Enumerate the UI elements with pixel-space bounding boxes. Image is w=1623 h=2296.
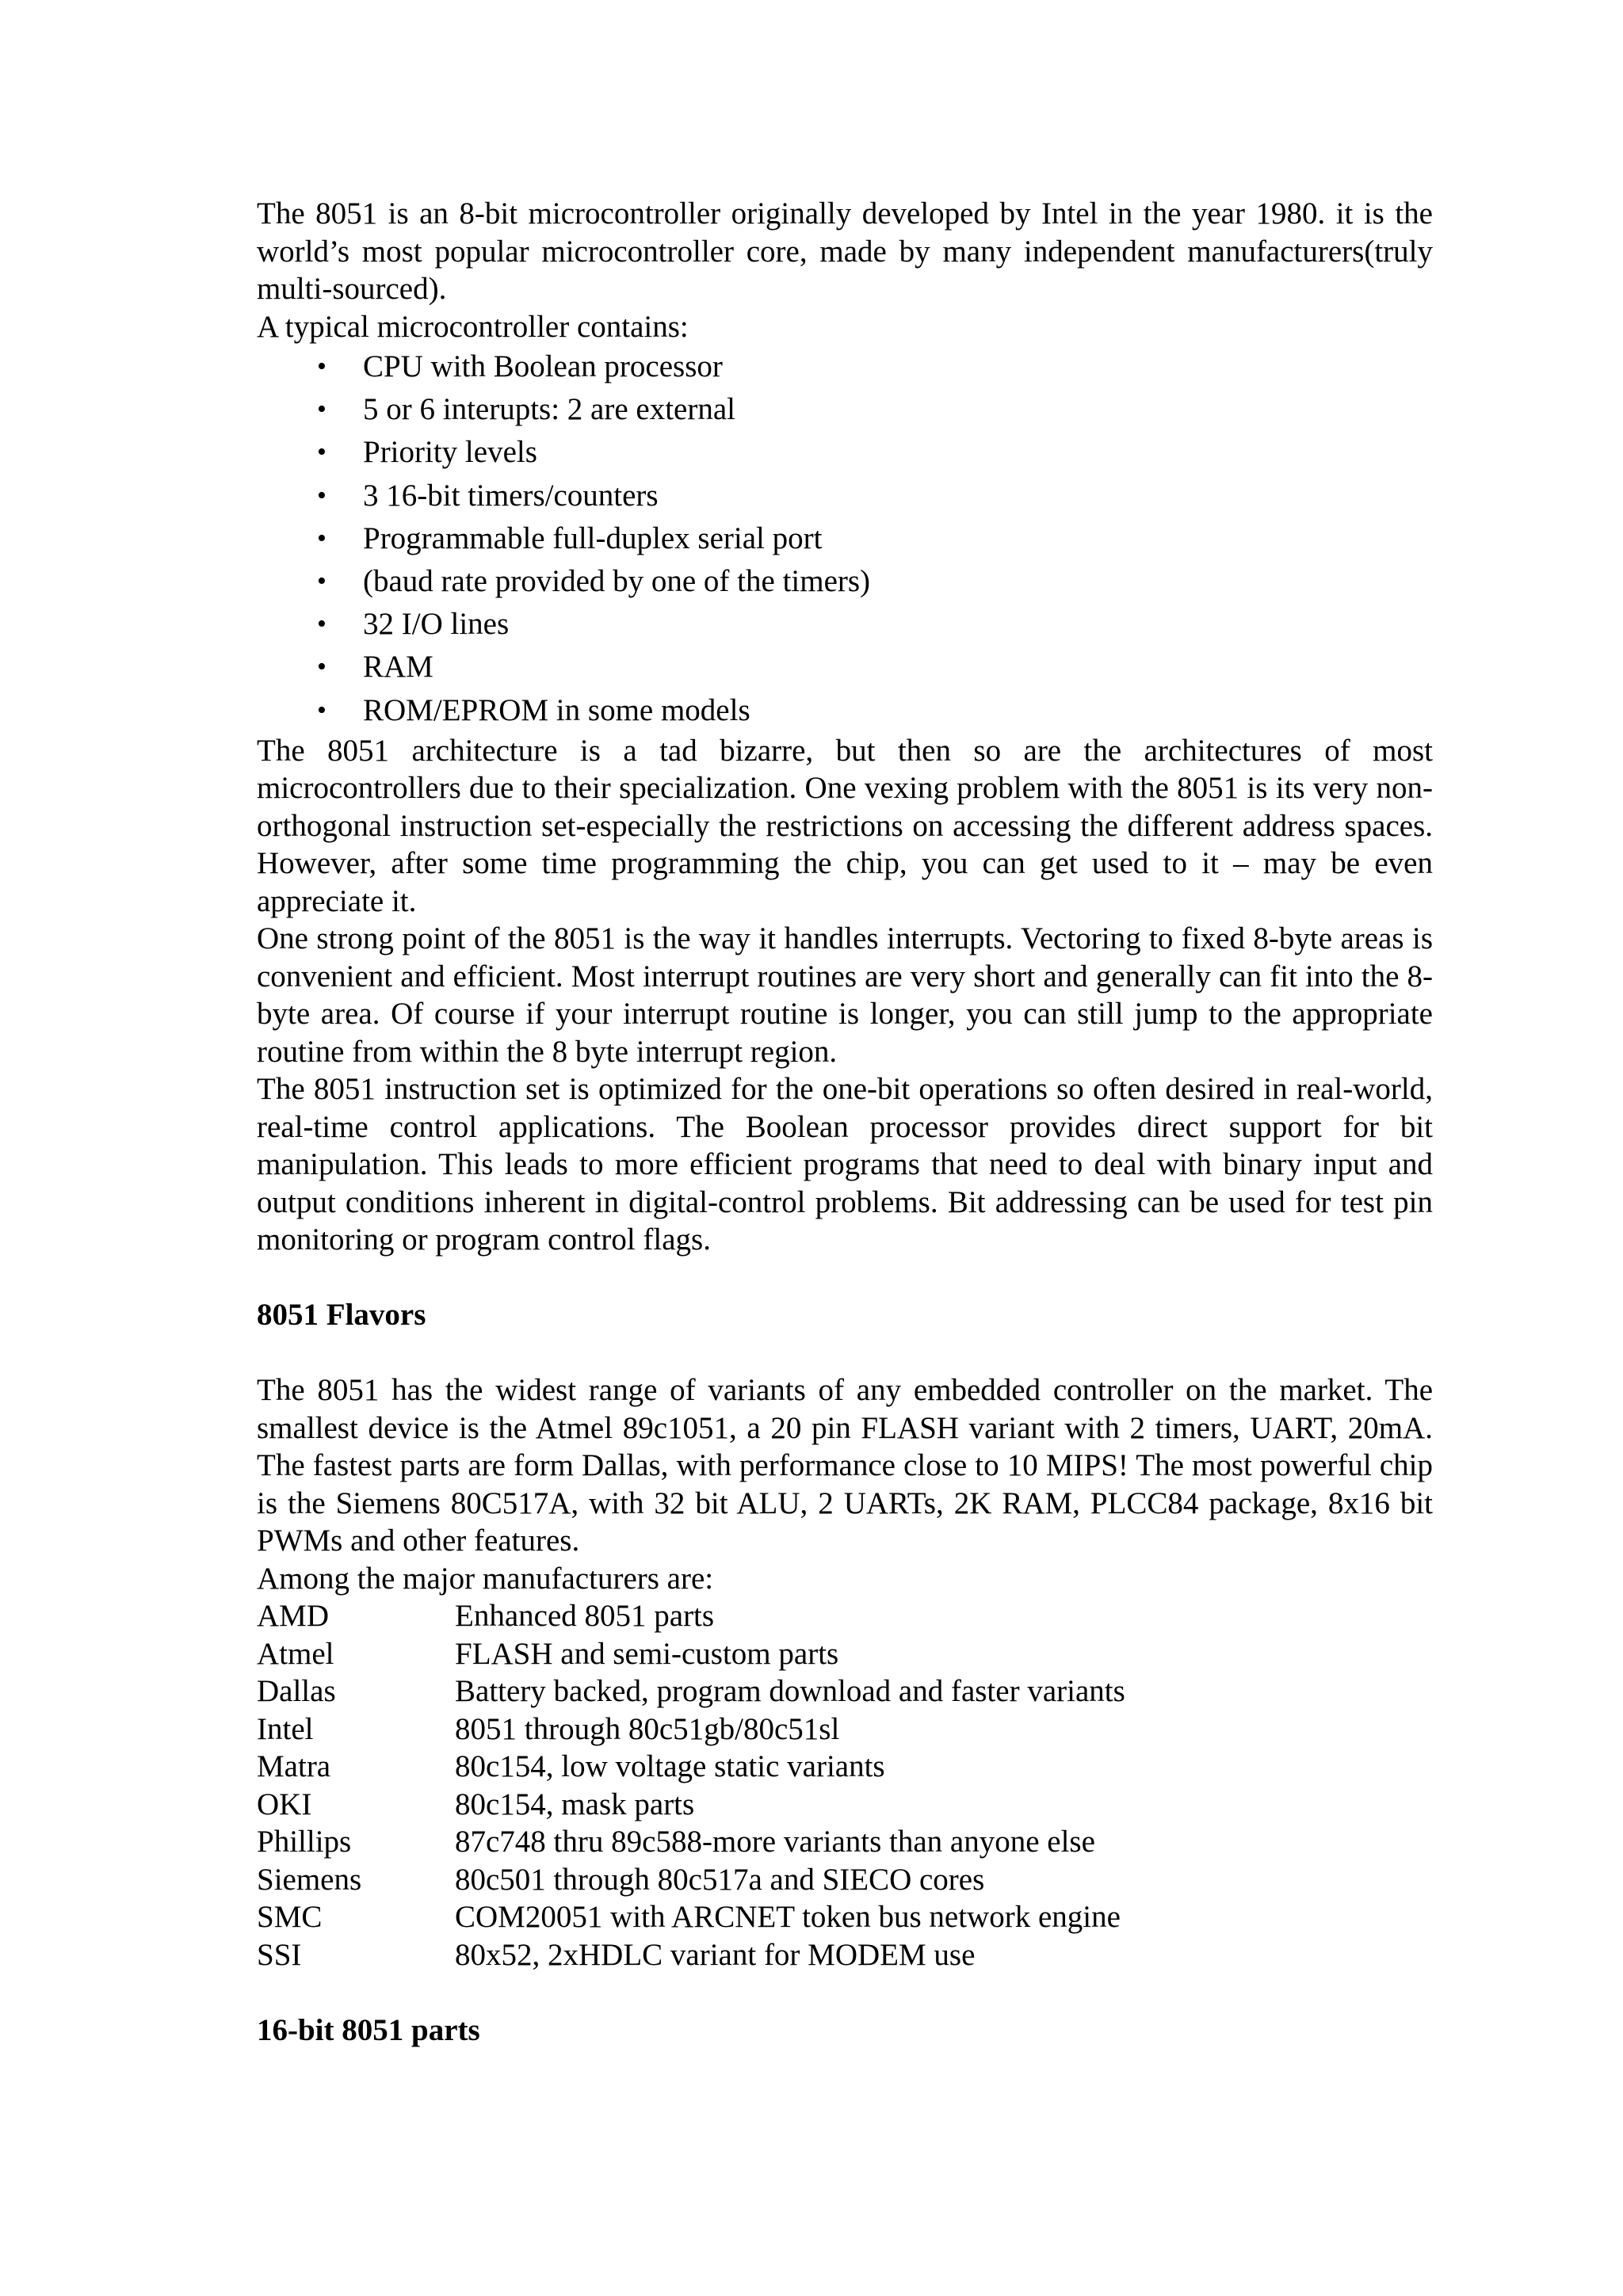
interrupts-paragraph: One strong point of the 8051 is the way it handles interrupts. Vectoring to fixed 8-byte areas is convenient and efficient. Most interrupt routines are very short and generally can fit into the 8-byte area. Of course if your interrupt routine is longer, you can still jump to the appropriate routine from within the 8 byte interrupt region.	[257, 921, 1433, 1069]
feature-text: RAM	[363, 650, 433, 685]
feature-item	[317, 517, 1433, 560]
table-row	[257, 1861, 1125, 1899]
feature-item	[317, 345, 1433, 388]
table-row	[257, 1936, 1125, 1974]
manufacturer-name: AMD	[257, 1599, 330, 1634]
feature-text: 5 or 6 interupts: 2 are external	[363, 392, 735, 427]
sixteen-bit-heading: 16-bit 8051 parts	[257, 2012, 480, 2047]
bullet-icon: •	[317, 352, 327, 381]
table-row	[257, 1672, 1125, 1711]
manufacturer-desc: 80c154, low voltage static variants	[455, 1749, 885, 1784]
manufacturer-desc: 80x52, 2xHDLC variant for MODEM use	[455, 1937, 976, 1972]
manufacturer-desc: Enhanced 8051 parts	[455, 1599, 715, 1634]
table-row	[257, 1898, 1125, 1936]
feature-item	[317, 431, 1433, 474]
manufacturer-name: OKI	[257, 1787, 312, 1821]
manufacturers-table	[257, 1597, 1125, 1974]
intro-paragraph: The 8051 is an 8-bit microcontroller originally developed by Intel in the year 1980. it is the world’s most popular microcontroller core, made by many independent manufacturers(truly multi-sourced).	[257, 196, 1433, 306]
manufacturers-lead: Among the major manufacturers are:	[257, 1561, 714, 1596]
bullet-icon: •	[317, 480, 327, 510]
table-row	[257, 1786, 1125, 1824]
bullet-icon: •	[317, 609, 327, 639]
feature-list	[257, 345, 1433, 732]
bullet-icon: •	[317, 437, 327, 467]
document-page	[257, 195, 1433, 2049]
bullet-icon: •	[317, 523, 327, 553]
feature-item	[317, 689, 1433, 732]
feature-item	[317, 560, 1433, 603]
table-row	[257, 1823, 1125, 1861]
feature-text: 3 16-bit timers/counters	[363, 478, 659, 513]
manufacturer-desc: FLASH and semi-custom parts	[455, 1636, 839, 1671]
bullet-icon: •	[317, 395, 327, 425]
spacer	[257, 1259, 1433, 1297]
contains-lead: A typical microcontroller contains:	[257, 309, 689, 344]
manufacturer-desc: 80c154, mask parts	[455, 1787, 695, 1821]
manufacturer-name: Atmel	[257, 1636, 334, 1671]
spacer	[257, 1334, 1433, 1372]
table-row	[257, 1635, 1125, 1673]
feature-text: Programmable full-duplex serial port	[363, 521, 823, 555]
bullet-icon: •	[317, 652, 327, 682]
feature-item	[317, 388, 1433, 431]
bullet-icon: •	[317, 566, 327, 596]
table-row	[257, 1748, 1125, 1786]
manufacturer-desc: Battery backed, program download and faster variants	[455, 1674, 1125, 1709]
manufacturer-name: Matra	[257, 1749, 331, 1784]
manufacturer-desc: 87c748 thru 89c588-more variants than anyone else	[455, 1825, 1095, 1859]
feature-text: Priority levels	[363, 435, 537, 470]
feature-text: CPU with Boolean processor	[363, 349, 723, 383]
feature-text: ROM/EPROM in some models	[363, 692, 750, 727]
flavors-paragraph: The 8051 has the widest range of variants of any embedded controller on the market. The smallest device is the Atmel 89c1051, a 20 pin FLASH variant with 2 timers, UART, 20mA. The fastest parts are form Dallas, with performance close to 10 MIPS! The most powerful chip is the Siemens 80C517A, with 32 bit ALU, 2 UARTs, 2K RAM, PLCC84 package, 8x16 bit PWMs and other features.	[257, 1373, 1433, 1558]
feature-item	[317, 475, 1433, 517]
manufacturer-name: Siemens	[257, 1862, 362, 1897]
table-row	[257, 1711, 1125, 1749]
manufacturer-name: SSI	[257, 1937, 302, 1972]
bullet-icon: •	[317, 695, 327, 725]
manufacturer-name: Intel	[257, 1711, 314, 1746]
feature-text: (baud rate provided by one of the timers)	[363, 563, 871, 598]
table-row	[257, 1597, 1125, 1635]
manufacturer-name: Phillips	[257, 1825, 352, 1859]
instruction-set-paragraph: The 8051 instruction set is optimized for the one-bit operations so often desired in real-world, real-time control applications. The Boolean processor provides direct support for bit manipulation. This leads to more efficient programs that need to deal with binary input and output conditions inherent in digital-control problems. Bit addressing can be used for test pin monitoring or program control flags.	[257, 1072, 1433, 1257]
manufacturer-desc: COM20051 with ARCNET token bus network engine	[455, 1900, 1121, 1935]
manufacturer-desc: 80c501 through 80c517a and SIECO cores	[455, 1862, 985, 1897]
spacer	[257, 1974, 1433, 2012]
feature-text: 32 I/O lines	[363, 607, 510, 642]
architecture-paragraph: The 8051 architecture is a tad bizarre, but then so are the architectures of most microcontrollers due to their specialization. One vexing problem with the 8051 is its very non-orthogonal instruction set-especially the restrictions on accessing the different address spaces. However, after some time programming the chip, you can get used to it – may be even appreciate it.	[257, 733, 1433, 918]
manufacturer-name: Dallas	[257, 1674, 336, 1709]
flavors-heading: 8051 Flavors	[257, 1298, 426, 1333]
feature-item	[317, 603, 1433, 646]
manufacturer-desc: 8051 through 80c51gb/80c51sl	[455, 1711, 840, 1746]
manufacturer-name: SMC	[257, 1900, 323, 1935]
feature-item	[317, 646, 1433, 688]
